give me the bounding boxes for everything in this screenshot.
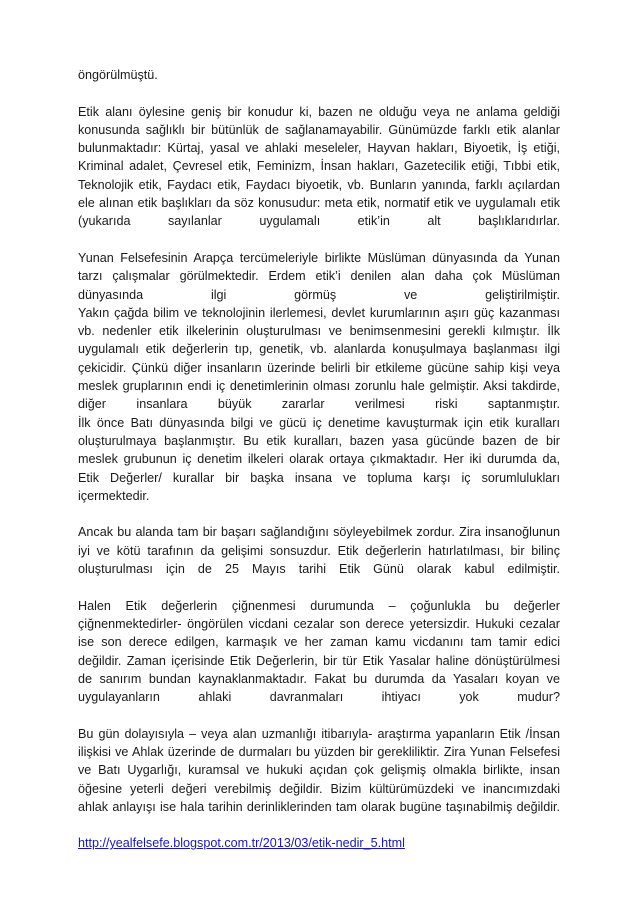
text-line: ise son derece edilgen, karmaşık ve her zaman kamu vicdanını tam tamir edici bbox=[78, 635, 560, 650]
text-line: Yakın çağda bilim ve teknolojinin ilerlemesi, devlet kurumlarının aşırı güç kazanması bbox=[78, 305, 560, 320]
text-line: bulunmaktadır: Kürtaj, yasal ve ahlaki meseleler, Hayvan hakları, Biyoetik, İş etiği, bbox=[78, 141, 560, 156]
text-line: oluşturulması için de 25 Mayıs tarihi Etik Günü olarak kabul edilmiştir. bbox=[78, 562, 560, 577]
document-page bbox=[78, 66, 560, 853]
text-line: Ancak bu alanda tam bir başarı sağlandığını söyleyebilmek zordur. Zira insanoğlunun bbox=[78, 525, 560, 540]
paragraph bbox=[78, 523, 560, 578]
text-line: de sanırım bundan kaynaklanmaktadır. Fakat bu durumda da Yasaları koyan ve bbox=[78, 671, 560, 686]
document-body bbox=[78, 66, 560, 834]
text-line: öğesine yeterli değeri verebilmiş değildir. Bizim kültürümüzdeki ve inancımızdaki bbox=[78, 781, 560, 796]
text-line: tarzı çalışmalar görülmektedir. Erdem etik’i denilen alan daha çok Müslüman bbox=[78, 269, 560, 284]
text-line: (yukarıda sayılanlar uygulamalı etik’in alt başlıklarıdırlar. bbox=[78, 214, 560, 229]
text-line: Yunan Felsefesinin Arapça tercümeleriyle birlikte Müslüman dünyasında da Yunan bbox=[78, 250, 560, 265]
text-line: dünyasında ilgi görmüş ve geliştirilmiştir. bbox=[78, 287, 560, 302]
text-line: diğer insanlara büyük zararlar verilmesi riski saptanmıştır. bbox=[78, 397, 560, 412]
paragraph-gap bbox=[78, 231, 560, 249]
text-line: Etik Değerler/ kurallar bir başka insana ve topluma karşı iç sorumlulukları bbox=[78, 470, 560, 485]
source-link[interactable]: http://yealfelsefe.blogspot.com.tr/2013/03/etik-nedir_5.html bbox=[78, 836, 405, 851]
text-line: uygulayanların ahlaki davranmaları ihtiyacı yok mudur? bbox=[78, 690, 560, 705]
paragraph bbox=[78, 597, 560, 707]
text-line: çekicidir. Çünkü diğer insanların üzerinde belirli bir etkileme gücüne sahip kişi veya bbox=[78, 360, 560, 375]
text-line: Teknolojik etik, Faydacı etik, Faydacı biyoetik, vb. Bunların yanında, farklı açılardan bbox=[78, 177, 560, 192]
text-line: uygulamalı etik değerlerin tıp, genetik, vb. alanlarda konuşulmaya başlanması ilgi bbox=[78, 342, 560, 357]
paragraph bbox=[78, 103, 560, 231]
paragraph-gap bbox=[78, 706, 560, 724]
paragraph bbox=[78, 249, 560, 505]
text-line: oluşturulmaya başlanmıştır. Bu etik kuralları, bazen yasa gücünde bazen de bir bbox=[78, 433, 560, 448]
text-line: İlk önce Batı dünyasında bilgi ve gücü iç denetime kavuşturmak için etik kuralları bbox=[78, 415, 560, 430]
paragraph-gap bbox=[78, 84, 560, 102]
text-line: içermektedir. bbox=[78, 488, 150, 503]
text-line: meslek grubunun iç denetim ilkeleri olarak ortaya çıkmaktadır. Her iki durumda da, bbox=[78, 452, 560, 467]
text-line: iyi ve kötü tarafının da gelişimi sonsuzdur. Etik değerlerin hatırlatılması, bir bilinç bbox=[78, 543, 560, 558]
text-line: ele alınan etik başlıkları da söz konusudur: meta etik, normatif etik ve uygulamalı etik bbox=[78, 196, 560, 211]
text-line: değildir. Zaman içerisinde Etik Değerlerin, bir tür Etik Yasalar haline dönüştürülmesi bbox=[78, 653, 560, 668]
text-line: Bu gün dolayısıyla – veya alan uzmanlığı itibarıyla- araştırma yapanların Etik /İnsan bbox=[78, 726, 560, 741]
text-line: ahlak anlayışı ise hala tarihin derinliklerinden tam olarak bugüne taşınabilmiş değildir. bbox=[78, 799, 560, 814]
paragraph-gap bbox=[78, 816, 560, 834]
source-link-line bbox=[78, 834, 560, 852]
paragraph bbox=[78, 725, 560, 816]
text-line: konusunda sağlıklı bir bütünlük de sağlanamayabilir. Günümüzde farklı etik alanlar bbox=[78, 122, 560, 137]
text-line: Kriminal adalet, Çevresel etik, Feminizm, İnsan hakları, Gazetecilik etiği, Tıbbi etik, bbox=[78, 159, 560, 174]
text-line: Halen Etik değerlerin çiğnenmesi durumunda – çoğunlukla bu değerler bbox=[78, 598, 560, 613]
text-line: vb. nedenler etik ilkelerinin oluşturulması ve benimsenmesini gerekli kılmıştır. İlk bbox=[78, 324, 560, 339]
paragraph-gap bbox=[78, 505, 560, 523]
text-line: ilişkisi ve Ahlak üzerinde de durmaları bu yüzden bir gerekliliktir. Zira Yunan Felsefesi bbox=[78, 744, 560, 759]
text-line: çiğnenmektedirler- öngörülen vicdani cezalar son derece yetersizdir. Hukuki cezalar bbox=[78, 616, 560, 631]
text-line: meslek gruplarının endi iç denetimlerinin olması zorunlu hale gelmiştir. Aksi takdirde, bbox=[78, 379, 560, 394]
paragraph-gap bbox=[78, 578, 560, 596]
paragraph bbox=[78, 66, 560, 84]
text-line: ve Batı Uygarlığı, kuramsal ve hukuki açıdan çok gelişmiş olmakla birlikte, insan bbox=[78, 763, 560, 778]
text-line: öngörülmüştü. bbox=[78, 68, 158, 82]
text-line: Etik alanı öylesine geniş bir konudur ki, bazen ne olduğu veya ne anlama geldiği bbox=[78, 104, 560, 119]
